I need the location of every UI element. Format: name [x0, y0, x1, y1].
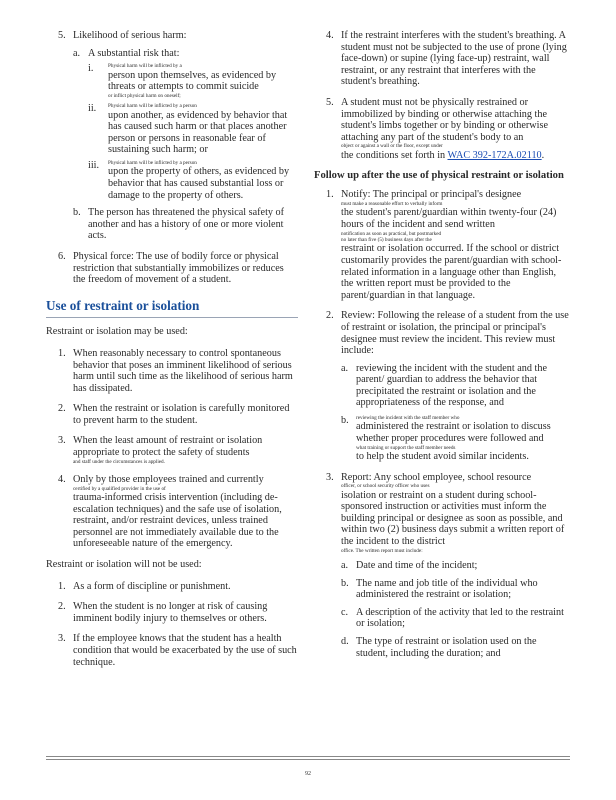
- may-item-1: 1. When reasonably necessary to control spontaneous behavior that poses an imminent likelihood of serious harm until such time as the likelihood of serious harm has dissipated.: [58, 347, 293, 394]
- not-item-1: 1. As a form of discipline or punishment.: [58, 580, 231, 592]
- right-column: [314, 30, 570, 668]
- intro-not: Restraint or isolation will not be used:: [46, 559, 202, 571]
- wac-link[interactable]: WAC 392-172A.02110: [447, 149, 542, 161]
- not-item-5: 5. A student must not be physically restrained or immobilized by binding or otherwise attaching the student's limbs together or by binding or otherwise attaching any part of the student's body to an object or against a wall or the floor, except under the conditions set forth in WAC 392-172A.02110.: [326, 96, 548, 161]
- report-item-d: d. The type of restraint or isolation used on the student, including the duration; and: [341, 636, 537, 659]
- definition-item-5a-i: i. Physical harm will be inflicted by a person upon themselves, as evidenced by threats or attempts to commit suicide or inflict physical harm on oneself;: [88, 63, 277, 99]
- report-item-c: c. A description of the activity that led to the restraint or isolation;: [341, 606, 564, 630]
- definition-item-6: 6. Physical force: The use of bodily force or physical restriction that substantially immobilizes or reduces the freedom of movement of a student.: [58, 250, 284, 286]
- definition-item-5: 5. Likelihood of serious harm: a. A substantial risk that: i. Physical harm will be inflicted by a person upon themselves, as evidenced by threats or attempts to commit suicide or inflict physical harm on oneself; ii. Physical harm will be inflicted by a person upon another, as evidenced by behavior that has caused such harm or that places another person or persons in reasonable fear of sustaining such harm; or iii. Physical harm will be inflicted by a person upon the property of others, as evidenced by behavior that has caused substantial loss or damage to the property of others. b. The person has threatened the physical safety of another and has a history of one or more violent acts.: [46, 30, 298, 242]
- may-item-2: 2. When the restraint or isolation is carefully monitored to prevent harm to the student.: [58, 403, 290, 426]
- follow-item-2b: b. reviewing the incident with the staff member who administered the restraint or isolation to discuss whether proper procedures were followed and what training or support the staff member needs to help the student avoid similar incidents.: [341, 415, 551, 463]
- not-item-2: 2. When the student is no longer at risk of causing imminent bodily injury to themselves or others.: [58, 601, 268, 624]
- not-item-3: 3. If the employee knows that the student has a health condition that would be exacerbated by the use of such technique.: [58, 633, 297, 668]
- definition-item-5a-iii: iii. Physical harm will be inflicted by a person upon the property of others, as evidenced by behavior that has caused substantial loss or damage to the property of others.: [88, 159, 290, 201]
- follow-up-heading: Follow up after the use of physical restraint or isolation: [314, 170, 564, 182]
- definition-item-5a: a. A substantial risk that: i. Physical harm will be inflicted by a person upon themselves, as evidenced by threats or attempts to commit suicide or inflict physical harm on oneself; ii. Physical harm will be inflicted by a person upon another, as evidenced by behavior that has caused such harm or that places another person or persons in reasonable fear of sustaining such harm; or iii. Physical harm will be inflicted by a person upon the property of others, as evidenced by behavior that has caused substantial loss or damage to the property of others.: [73, 48, 298, 202]
- may-item-4: 4. Only by those employees trained and currently certified by a qualified provider in the use of trauma-informed crisis intervention (including de-escalation techniques) and the safe use of isolation, restraint, and/or restraint devices, unless trained personnel are not immediately available due to the unforeseeable nature of the emergency.: [58, 474, 282, 550]
- page-number: 92: [305, 771, 311, 777]
- report-item-a: a. Date and time of the incident;: [341, 560, 478, 572]
- definition-item-5a-ii: ii. Physical harm will be inflicted by a person upon another, as evidenced by behavior that has caused such harm or that places another person or persons in reasonable fear of sustaining such harm; or: [88, 103, 288, 156]
- left-column: [46, 30, 298, 677]
- follow-item-2: 2. Review: Following the release of a student from the use of restraint or isolation, the principal or principal's designee must review the incident. This review must include: a. reviewing the incident with the student and the parent/ guardian to address the behavior that precipitated the restraint or isolation and the appropriateness of the response, and b. reviewing the incident with the staff member who administered the restraint or isolation to discuss whether proper procedures were followed and what training or support the staff member needs to help the student avoid similar incidents.: [326, 310, 569, 463]
- footer-divider: [46, 756, 570, 757]
- intro-may: Restraint or isolation may be used:: [46, 326, 188, 338]
- follow-item-1: 1. Notify: The principal or principal's designee must make a reasonable effort to verbally inform the student's parent/guardian within twenty-four (24) hours of the incident and send written notification as soon as practical, but postmarked no later than five (5) business days after the restraint or isolation occurred. If the school or district customarily provides the parent/guardian with school-related information in a language other than English, the written report must be provided to the parent/guardian in that language.: [326, 189, 562, 301]
- not-item-4: 4. If the restraint interferes with the student's breathing. A student must not be subjected to the use of prone (lying face-down) or supine (lying face-up) restraint, wall restraint, or any restraint that interferes with the student's breathing.: [326, 30, 567, 88]
- footer-divider-secondary: [46, 759, 570, 760]
- follow-item-2a: a. reviewing the incident with the student and the parent/ guardian to address the behavior that precipitated the restraint or isolation and the appropriateness of the response, and: [341, 362, 547, 409]
- section-title-use: Use of restraint or isolation: [46, 300, 298, 319]
- definition-item-5b: b. The person has threatened the physical safety of another and has a history of one or more violent acts.: [73, 207, 285, 242]
- may-item-3: 3. When the least amount of restraint or isolation appropriate to protect the safety of students and staff under the circumstances is applied.: [58, 435, 263, 465]
- report-item-b: b. The name and job title of the individual who administered the restraint or isolation;: [341, 577, 538, 601]
- follow-item-3: 3. Report: Any school employee, school resource officer, or school security officer who uses isolation or restraint on a student during school-sponsored instruction or activities must inform the building principal or designee as soon as possible, and within two (2) business days submit a written report of the incident to the district office. The written report must include: a. Date and time of the incident; b. The name and job title of the individual who administered the restraint or isolation; c. A description of the activity that led to the restraint or isolation; d. The type of restraint or isolation used on the student, including the duration; and: [314, 472, 570, 660]
